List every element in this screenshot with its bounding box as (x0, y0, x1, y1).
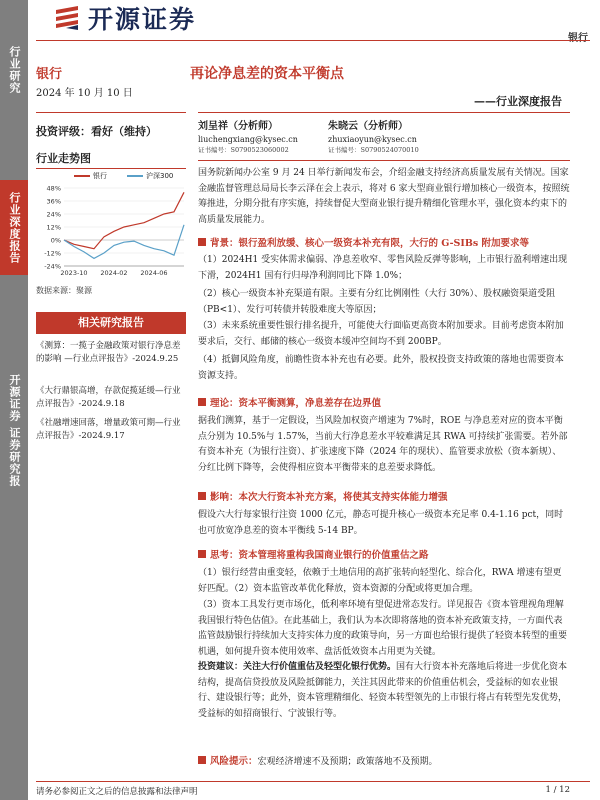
side-label-top: 行业研究 (8, 46, 21, 94)
legend-label-hs300: 沪深300 (146, 172, 174, 180)
thinking-point-2: （3）资本工具发行更市场化，低利率环境有望促进常态发行。详见报告《资本管理视角理解我国银行特色估值》。在此基础上，我们认为本次即将落地的资本补充政策支持，一方面代表监管鼓励银行持续加大支持实体力度的政策导向，另一方面也给银行提供了轻资本转型的重要机遇，如何提升资本使用效率、盘活低效资本占用更为关键。 (198, 600, 568, 657)
x-tick-label: 2024-02 (100, 269, 128, 277)
background-point-2: （2）核心一级资本补充渠道有限。主要有分红比例刚性（大行 30%）、股权融资渠道受阻（PB<1）、发行可转债并转股难度大等原因； (198, 289, 556, 315)
y-tick-label: 0% (50, 236, 61, 245)
author-2-cert: 证书编号：S0790524070010 (328, 146, 419, 154)
author-2-name: 朱晓云（分析师） (328, 121, 408, 132)
related-report-item[interactable]: 《社融增速回落，增量政策可期—行业点评报告》-2024.9.17 (36, 418, 181, 441)
advice-text: 国有大行资本补充落地后将进一步优化资本结构，提高信贷投放及风险抵御能力，关注其因此带来的价值重估机会，受益标的如农业银行、建设银行等；此外，资本管理精细化、轻资本转型领先的上市银行将占有转型先发优势，受益标的如招商银行、宁波银行等。 (198, 662, 568, 719)
author-divider (198, 160, 570, 161)
bullet-square-icon (198, 492, 206, 500)
related-reports-heading: 相关研究报告 (36, 312, 186, 334)
related-report-item[interactable]: 《测算：一揽子金融政策对银行净息差的影响 —行业点评报告》-2024.9.25 (36, 341, 181, 364)
author-2 (328, 121, 419, 156)
legend-item-bank (74, 171, 107, 181)
header-divider (36, 40, 590, 41)
title-divider (198, 112, 570, 113)
bullet-square-icon (198, 756, 206, 764)
related-report-item[interactable]: 《大行鼎银高增，存款促揽延缓—行业点评报告》-2024.9.18 (36, 386, 181, 409)
background-point-1: （1）2024H1 受实体需求偏弱、净息差收窄、零售风险反弹等影响，上市银行盈利增速出现下滑，2024H1 国有行归母净利润同比下降 1.0%； (198, 255, 568, 281)
x-tick-label: 2023-10 (60, 269, 88, 277)
investment-advice (198, 660, 570, 722)
bullet-square-icon (198, 550, 206, 558)
brand-mark-icon (52, 4, 82, 32)
left-divider (36, 112, 186, 113)
legend-label-bank: 银行 (93, 172, 107, 180)
x-tick-label: 2024-06 (140, 269, 168, 277)
bullet-square-icon (198, 238, 206, 246)
page-number: 1 / 12 (545, 785, 570, 795)
chart-legend (74, 171, 173, 181)
side-label-middle: 行业深度报告 (0, 180, 28, 275)
footer-disclaimer: 请务必参阅正文之后的信息披露和法律声明 (36, 787, 198, 797)
report-title: 再论净息差的资本平衡点 (190, 66, 344, 82)
y-tick-label: 36% (46, 197, 61, 206)
author-1-email[interactable]: liuchengxiang@kysec.cn (198, 135, 298, 144)
report-type: ——行业深度报告 (474, 95, 562, 108)
thinking-point-1: （1）银行经营由重变轻，依赖于土地信用的高扩张转向轻型化、综合化，RWA 增速有望更好匹配。（2）资本监管改革优化释放，资本资源的分配或将更加合理。 (198, 568, 562, 594)
bullet-square-icon (198, 398, 206, 406)
section-background-title (198, 236, 570, 251)
report-date: 2024 年 10 月 10 日 (36, 88, 133, 99)
risk-warning (198, 754, 570, 770)
author-1-name: 刘呈祥（分析师） (198, 121, 278, 132)
trend-chart (36, 182, 188, 282)
background-point-3: （3）未来系统重要性银行排名提升，可能使大行面临更高资本附加要求。目前考虑资本附加要求后，交行、邮储的核心一级资本缓冲空间均不到 200BP。 (198, 321, 564, 347)
risk-text: 宏观经济增速不及预期；政策落地不及预期。 (257, 757, 438, 767)
trend-heading: 行业走势图 (36, 152, 91, 165)
risk-label: 风险提示： (210, 756, 258, 767)
sector-name: 银行 (36, 67, 63, 82)
chart-data-source: 数据来源：聚源 (36, 286, 92, 295)
section-theory-title (198, 396, 570, 411)
section-impact-title (198, 490, 570, 505)
author-1-cert: 证书编号：S0790523060002 (198, 146, 289, 154)
theory-paragraph: 据我们测算，基于一定假设，当风险加权资产增速为 7%时，ROE 与净息差对应的资本平衡点分别为 10.5%与 1.57%，当前大行净息差水平较难满足其 RWA 可持续扩张需要。若外部有资本补充（为银行注资）、扩张速度下降（2024 年的现状）、监管要求放松（资本新规）、分红比例下降等，会使得相应资本平衡带来的息差要求降低。 (198, 416, 568, 473)
y-tick-label: 12% (46, 223, 61, 232)
section-thinking-title (198, 548, 570, 563)
trend-divider (36, 168, 186, 169)
background-point-4: （4）抵御风险角度，前瞻性资本补充也有必要。此外，股权投资支持政策的落地也需要资本资源支持。 (198, 355, 564, 381)
y-tick-label: 24% (46, 210, 61, 219)
header-sector-tag: 银行 (568, 33, 588, 44)
y-tick-label: -12% (44, 249, 61, 258)
section-background-text: 背景：银行盈利放缓、核心一级资本补充有限，大行的 G-SIBs 附加要求等 (210, 238, 530, 249)
side-strip (0, 0, 28, 800)
section-theory-text: 理论：资本平衡测算，净息差存在边界值 (210, 398, 382, 409)
legend-item-hs300 (127, 171, 173, 181)
y-tick-label: 48% (46, 184, 61, 193)
y-tick-label: -24% (44, 262, 61, 271)
section-thinking-text: 思考：资本管理将重构我国商业银行的价值重估之路 (210, 550, 429, 561)
footer-divider (36, 781, 590, 782)
advice-label: 投资建议：关注大行价值重估及轻型化银行优势。 (198, 662, 397, 672)
intro-paragraph: 国务院新闻办公室 9 月 24 日举行新闻发布会，介绍金融支持经济高质量发展有关情况。国家金融监督管理总局局长李云泽在会上表示，将对 6 家大型商业银行增加核心一级资本，按照统筹推进，分期分批有序实施，持续督促大型商业银行提升精细化管理水平，强化资本约束下的高质量发展能力。 (198, 168, 570, 225)
brand-logo (52, 2, 196, 34)
brand-name: 开源证券 (88, 5, 197, 34)
side-label-bottom: 开源证券 证券研究报 (8, 373, 21, 487)
impact-paragraph: 假设六大行每家银行注资 1000 亿元，静态可提升核心一级资本充足率 0.4-1.16 pct，同时也可放宽净息差的资本平衡线 5-14 BP。 (198, 510, 564, 536)
investment-rating: 投资评级：看好（维持） (36, 125, 157, 138)
author-2-email[interactable]: zhuxiaoyun@kysec.cn (328, 135, 417, 144)
series-line-hs300 (64, 225, 184, 259)
author-1 (198, 121, 298, 156)
section-impact-text: 影响：本次大行资本补充方案，将使其支持实体能力增强 (210, 492, 448, 503)
